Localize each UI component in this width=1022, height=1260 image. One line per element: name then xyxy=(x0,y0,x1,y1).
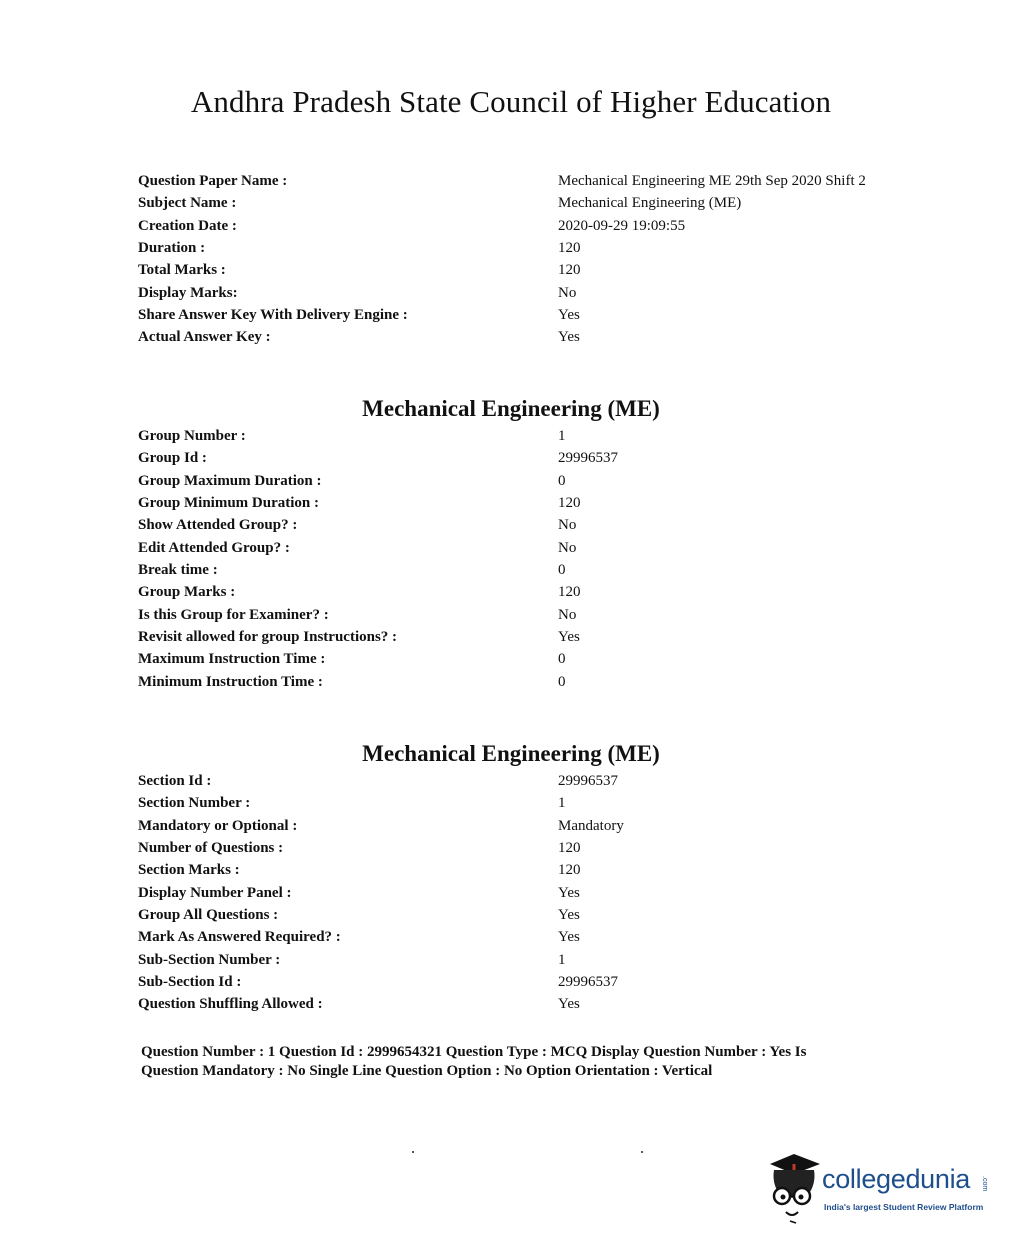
logo-wordmark: collegedunia xyxy=(822,1164,971,1194)
section-info-row xyxy=(138,770,938,792)
field-label: Group Number : xyxy=(138,428,246,444)
field-label: Total Marks : xyxy=(138,262,226,279)
field-value: Yes xyxy=(558,307,580,324)
field-value: 1 xyxy=(558,795,566,812)
field-label: Show Attended Group? : xyxy=(138,517,298,534)
section-info-row xyxy=(138,792,938,814)
group-info-row xyxy=(138,447,938,469)
field-label: Break time : xyxy=(138,562,218,579)
paper-info-row xyxy=(138,170,938,192)
field-label: Question Paper Name : xyxy=(138,173,288,189)
paper-info-row xyxy=(138,282,938,304)
scan-speck xyxy=(641,1151,643,1153)
group-info-row xyxy=(138,537,938,559)
group-info-table xyxy=(138,425,938,693)
section-info-row xyxy=(138,926,938,948)
field-label: Is this Group for Examiner? : xyxy=(138,606,329,623)
field-value: 1 xyxy=(558,951,566,968)
section-heading: Mechanical Engineering (ME) xyxy=(362,741,660,766)
field-label: Section Id : xyxy=(138,773,212,789)
logo-tagline: India's largest Student Review Platform xyxy=(824,1202,984,1212)
question-details-line-2: Question Mandatory : No Single Line Question Option : No Option Orientation : Vertical xyxy=(141,1063,713,1079)
paper-info-row xyxy=(138,237,938,259)
paper-info-row xyxy=(138,192,938,214)
field-value: 120 xyxy=(558,862,581,879)
document-title: Andhra Pradesh State Council of Higher Education xyxy=(190,84,832,119)
field-label: Question Shuffling Allowed : xyxy=(138,996,323,1013)
field-value: 120 xyxy=(558,495,581,512)
field-value: 29996537 xyxy=(558,450,618,467)
field-label: Actual Answer Key : xyxy=(138,329,271,346)
field-value: Yes xyxy=(558,329,580,346)
field-label: Sub-Section Number : xyxy=(138,951,281,968)
field-value: No xyxy=(558,539,577,556)
field-value: No xyxy=(558,284,577,301)
group-info-row xyxy=(138,604,938,626)
section-info-row xyxy=(138,971,938,993)
field-value: 0 xyxy=(558,562,566,579)
section-info-row xyxy=(138,882,938,904)
field-value: Yes xyxy=(558,929,580,946)
student-mascot-icon xyxy=(764,1152,824,1224)
field-value: 2020-09-29 19:09:55 xyxy=(558,217,686,234)
field-value: Yes xyxy=(558,996,580,1013)
field-value: 0 xyxy=(558,651,566,668)
field-value: 120 xyxy=(558,262,581,279)
paper-info-table xyxy=(138,170,938,349)
field-value: No xyxy=(558,606,577,623)
field-value: 0 xyxy=(558,472,566,489)
question-details xyxy=(141,1043,901,1081)
field-label: Section Number : xyxy=(138,795,251,812)
field-value: 29996537 xyxy=(558,974,618,991)
section-info-row xyxy=(138,815,938,837)
section-info-table xyxy=(138,770,938,1016)
section-info-row xyxy=(138,859,938,881)
group-info-row xyxy=(138,425,938,447)
field-value: 120 xyxy=(558,840,581,857)
field-value: 29996537 xyxy=(558,773,618,789)
field-value: Yes xyxy=(558,907,580,924)
collegedunia-logo xyxy=(762,1152,992,1224)
group-info-row xyxy=(138,470,938,492)
field-value: Mechanical Engineering (ME) xyxy=(558,195,742,212)
paper-info-row xyxy=(138,215,938,237)
field-label: Group Marks : xyxy=(138,584,236,601)
question-details-line-1: Question Number : 1 Question Id : 2999654321 Question Type : MCQ Display Question Number : Yes Is xyxy=(141,1044,807,1060)
field-label: Group Maximum Duration : xyxy=(138,472,322,489)
paper-info-row xyxy=(138,259,938,281)
field-label: Display Number Panel : xyxy=(138,884,292,901)
field-label: Number of Questions : xyxy=(138,840,284,857)
field-label: Mark As Answered Required? : xyxy=(138,929,341,946)
field-value: Yes xyxy=(558,629,580,646)
field-label: Edit Attended Group? : xyxy=(138,539,290,556)
group-heading: Mechanical Engineering (ME) xyxy=(362,396,660,421)
field-label: Group All Questions : xyxy=(138,907,279,924)
field-label: Revisit allowed for group Instructions? : xyxy=(138,629,398,646)
scan-speck xyxy=(412,1151,414,1153)
field-label: Subject Name : xyxy=(138,195,237,212)
field-label: Creation Date : xyxy=(138,217,237,234)
field-label: Group Id : xyxy=(138,450,207,467)
field-value: 120 xyxy=(558,584,581,601)
paper-info-row xyxy=(138,326,938,348)
field-value: Mechanical Engineering ME 29th Sep 2020 Shift 2 xyxy=(558,173,866,189)
field-value: Yes xyxy=(558,884,580,901)
logo-domain-suffix: .com xyxy=(981,1176,988,1192)
field-value: Mandatory xyxy=(558,817,624,834)
field-value: 0 xyxy=(558,673,566,690)
group-info-row xyxy=(138,626,938,648)
field-label: Mandatory or Optional : xyxy=(138,817,298,834)
group-info-row xyxy=(138,648,938,670)
field-label: Duration : xyxy=(138,240,206,257)
group-info-row xyxy=(138,671,938,693)
group-info-row xyxy=(138,581,938,603)
paper-info-row xyxy=(138,304,938,326)
group-info-row xyxy=(138,559,938,581)
field-label: Share Answer Key With Delivery Engine : xyxy=(138,307,408,324)
field-label: Group Minimum Duration : xyxy=(138,495,319,512)
section-info-row xyxy=(138,949,938,971)
field-value: No xyxy=(558,517,577,534)
field-value: 1 xyxy=(558,428,566,444)
field-label: Minimum Instruction Time : xyxy=(138,673,323,690)
section-info-row xyxy=(138,837,938,859)
field-label: Display Marks: xyxy=(138,284,238,301)
group-info-row xyxy=(138,492,938,514)
section-info-row xyxy=(138,904,938,926)
field-label: Sub-Section Id : xyxy=(138,974,242,991)
field-label: Maximum Instruction Time : xyxy=(138,651,326,668)
field-value: 120 xyxy=(558,240,581,257)
group-info-row xyxy=(138,514,938,536)
field-label: Section Marks : xyxy=(138,862,240,879)
section-info-row xyxy=(138,993,938,1015)
